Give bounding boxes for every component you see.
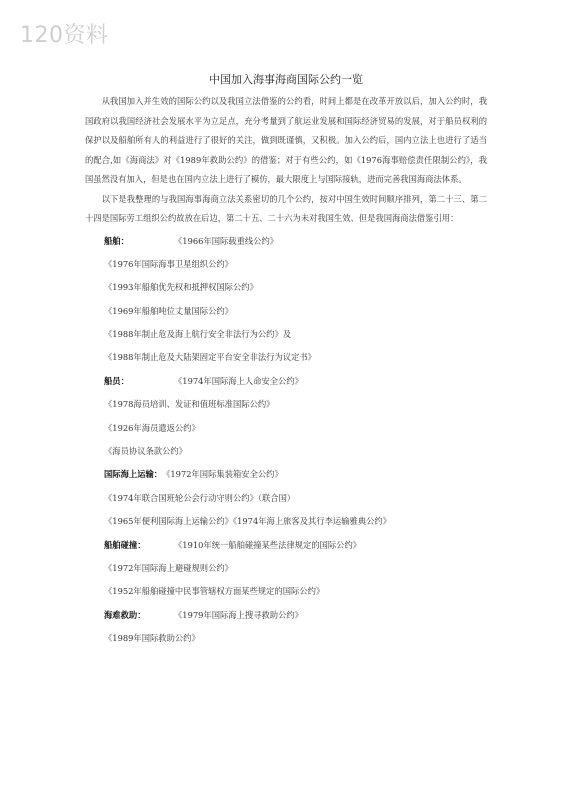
convention-item: 《1972年国际集装箱安全公约》: [162, 469, 283, 480]
category-label-maritime-transport: 国际海上运输：: [104, 469, 163, 480]
convention-item: 《1974年联合国班轮公会行动守则公约》（联合国）: [104, 492, 296, 503]
category-row-collision: [85, 534, 487, 557]
convention-item: 《1969年船舶吨位丈量国际公约》: [104, 305, 233, 316]
watermark-logo: 120资料: [20, 23, 109, 48]
category-row-ships: [85, 230, 487, 253]
category-label-seafarers: 船员：: [104, 375, 129, 386]
convention-item: 《1989年国际救助公约》: [104, 633, 200, 644]
convention-item: 《1910年统一船舶碰撞某些法律规定的国际公约》: [174, 539, 362, 550]
convention-item: 《1972年国际海上避碰规则公约》: [104, 562, 233, 573]
document-body: [85, 72, 487, 651]
category-label-ships: 船舶：: [104, 235, 129, 246]
convention-item: 《1976年国际海事卫星组织公约》: [104, 258, 233, 269]
category-row-seafarers: [85, 370, 487, 393]
document-title: 中国加入海事海商国际公约一览: [209, 73, 363, 86]
convention-item: 《1993年船舶优先权和抵押权国际公约》: [104, 282, 258, 293]
list-intro-paragraph: 以下是我整理的与我国海事海商立法关系密切的几个公约，按对中国生效时间顺序排列，第二十三、第二十四是国际劳工组织公约故放在后边，第二十五、二十六为未对我国生效、但是我国海商法借鉴引用：: [85, 193, 487, 223]
convention-item: 《1979年国际海上搜寻救助公约》: [174, 609, 303, 620]
convention-item: 《海员协议条款公约》: [104, 446, 187, 457]
convention-item: 《1926年海员遣返公约》: [104, 422, 200, 433]
convention-item: 《1974年国际海上人命安全公约》: [174, 375, 303, 386]
category-label-salvage: 海难救助：: [104, 609, 146, 620]
convention-item: 《1952年船舶碰撞中民事管辖权方面某些规定的国际公约》: [104, 586, 325, 597]
category-row-maritime-transport: [85, 463, 487, 486]
convention-item: 《1988年制止危及大陆架固定平台安全非法行为议定书》: [104, 352, 316, 363]
convention-item: 《1966年国际载重线公约》: [174, 235, 279, 246]
category-label-collision: 船舶碰撞：: [104, 539, 146, 550]
convention-item: 《1965年便利国际海上运输公约》《1974年海上旅客及其行李运输雅典公约》: [104, 516, 391, 527]
convention-list: [85, 230, 487, 651]
convention-item: 《1978海员培训、发证和值班标准国际公约》: [104, 399, 275, 410]
intro-paragraph: 从我国加入并生效的国际公约以及我国立法借鉴的公约看，时间上都是在改革开放以后，加入公约时，我国政府以我国经济社会发展水平为立足点，充分考量到了航运业发展和国际经济贸易的发展，对于船员权利的保护以及船舶所有人的利益进行了很好的关注，做到既谨慎，又积极。加入公约后，国内立法上也进行了适当的配合,如《海商法》对《1989年救助公约》的借鉴；对于有些公约，如《1976海事赔偿责任限制公约》，我国虽然没有加入，但是也在国内立法上进行了模仿，最大限度上与国际接轨，进而完善我国海商法体系。: [85, 96, 487, 184]
category-row-salvage: [85, 604, 487, 627]
convention-item: 《1988年制止危及海上航行安全非法行为公约》及: [104, 329, 292, 340]
